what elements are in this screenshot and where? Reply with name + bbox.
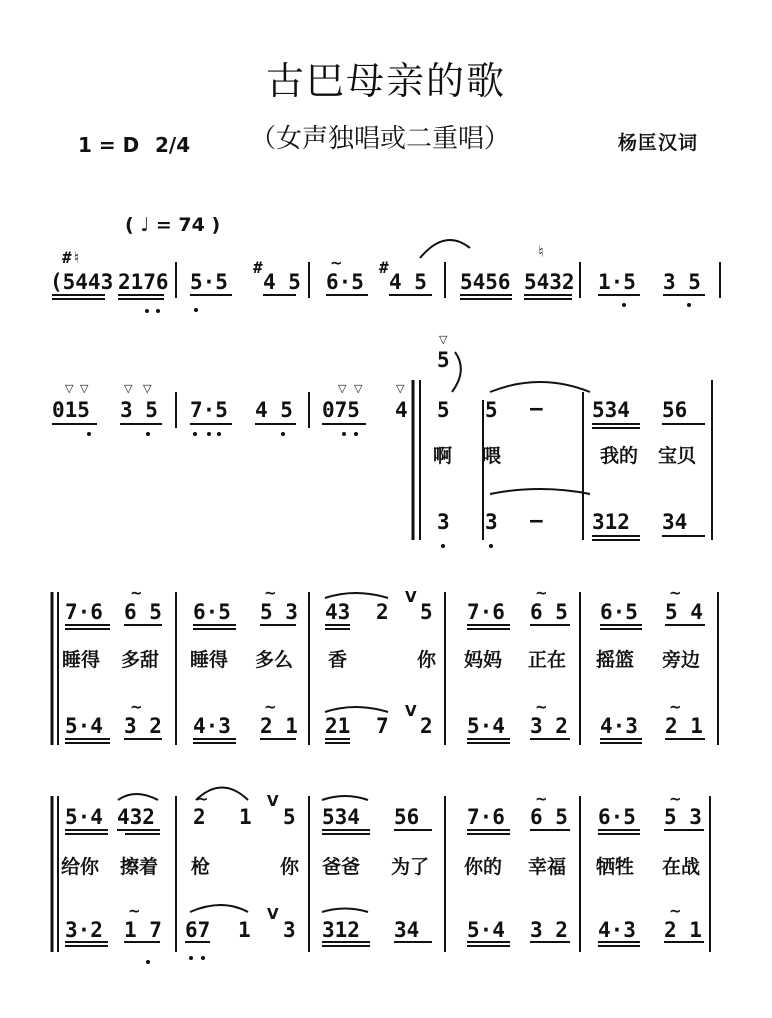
note-upper: 7·6 [65,600,103,624]
accidental-mark: # [379,258,389,277]
note-upper: 5 3 [664,805,702,829]
turn-mark: ~ [330,254,343,272]
accent-mark: ▽ [354,382,363,395]
turn-mark: ~ [535,698,548,716]
note-lower: 2 [420,714,433,738]
lyric: 喂 [482,445,502,467]
note-upper: 5 [283,805,296,829]
note-upper: 43 [325,600,351,624]
note-lower: 3 [283,918,296,942]
accidental-mark: ♮ [536,242,546,261]
note-lower: 4·3 [193,714,231,738]
turn-mark: ~ [535,584,548,602]
note-upper: 6 5 [530,600,568,624]
note-upper: 56 [662,398,688,422]
note-lower: 4·3 [598,918,636,942]
key-signature: 1 = D [78,133,140,157]
note-lower: 3 [437,510,450,534]
turn-mark: ~ [130,584,143,602]
lyric: 多么 [255,649,294,671]
turn-mark: ~ [264,584,277,602]
note-group: 2176 [118,270,169,294]
note-group: 1·5 [598,270,636,294]
note-lower: 3 [485,510,498,534]
note-lower: 5·4 [467,918,505,942]
lyric: 宝贝 [658,445,697,467]
accidental-mark: # [253,258,263,277]
time-signature: 2/4 [155,133,191,157]
lyric: 枪 [191,856,211,878]
note-group: 4 5 [263,270,301,294]
note-upper: 5 [420,600,433,624]
note-upper: 5 3 [260,600,298,624]
turn-mark: ~ [535,790,548,808]
turn-mark: ~ [669,584,682,602]
lyric: 妈妈 [464,649,503,671]
note-cue: 5 [437,348,450,372]
lyric: 正在 [528,649,567,671]
lyric: 多甜 [121,649,160,671]
note-upper: 7·6 [467,600,505,624]
turn-mark: ~ [264,698,277,716]
note-group: 3 5 [663,270,701,294]
note-lower: 1 7 [124,918,162,942]
note-upper: 5 [485,398,498,422]
note-group: 015 [52,398,90,422]
note-lower: 7 [376,714,389,738]
note-lower: 5·4 [467,714,505,738]
note-upper: 6 5 [530,805,568,829]
note-lower: 3 2 [530,714,568,738]
breath-mark: V [405,588,417,606]
dash-mark: — [530,508,543,532]
dash-mark: — [530,396,543,420]
note-group: 075 [322,398,360,422]
accent-mark: ▽ [80,382,89,395]
note-lower: 3 2 [124,714,162,738]
lyric: 爸爸 [322,856,361,878]
note-group: 6·5 [326,270,364,294]
turn-mark: ~ [669,698,682,716]
breath-mark: V [267,905,279,923]
note-upper: 432 [117,805,155,829]
note-lower: 2 1 [664,918,702,942]
lyric: 在战 [662,856,701,878]
note-lower: 312 [322,918,360,942]
note-upper: 2 [193,805,206,829]
accent-mark: ▽ [143,382,152,395]
note-group: 4 5 [389,270,427,294]
note-lower: 4·3 [600,714,638,738]
note-group: 5456 [460,270,511,294]
note-lower: 1 [238,918,251,942]
turn-mark: ~ [128,902,141,920]
lyric: 给你 [61,856,100,878]
lyric: 幸福 [528,856,567,878]
breath-mark: V [267,792,279,810]
lyric: 啊 [433,445,453,467]
note-lower: 312 [592,510,630,534]
note-upper: 56 [394,805,420,829]
lyric: 牺牲 [596,856,635,878]
note-lower: 3 2 [530,918,568,942]
lyric: 你 [280,856,300,878]
tempo-marking: ( ♩ = 74 ) [125,214,221,236]
note-upper: 6·5 [600,600,638,624]
turn-mark: ~ [196,790,209,808]
lyric: 旁边 [662,649,701,671]
note-lower: 2 1 [665,714,703,738]
turn-mark: ~ [130,698,143,716]
breath-mark: V [405,702,417,720]
accent-mark: ▽ [124,382,133,395]
accidental-mark: #♮ [62,248,82,267]
turn-mark: ~ [669,790,682,808]
note-upper: 1 [239,805,252,829]
lyric: 摇篮 [596,649,635,671]
note-lower: 2 1 [260,714,298,738]
accent-mark: ▽ [396,382,405,395]
note-lower: 67 [185,918,211,942]
note-lower: 34 [394,918,420,942]
note-group: (5443 [50,270,114,294]
note-upper: 5 4 [665,600,703,624]
song-title: 古巴母亲的歌 [265,59,506,103]
note-group: 7·5 [190,398,228,422]
note-group: 4 5 [255,398,293,422]
lyric: 睡得 [190,649,229,671]
note-lower: 21 [325,714,351,738]
note-upper: 2 [376,600,389,624]
note-lower: 34 [662,510,688,534]
lyric: 我的 [600,445,639,467]
note-upper: 6·5 [598,805,636,829]
lyric: 为了 [391,856,430,878]
note-upper: 534 [322,805,360,829]
note-upper: 6 5 [124,600,162,624]
note-group: 3 5 [120,398,158,422]
lyric: 香 [328,649,348,671]
note-group: 4 [395,398,408,422]
lyric: 睡得 [62,649,101,671]
note-lower: 3·2 [65,918,103,942]
note-upper: 5 [437,398,450,422]
lyric: 你的 [464,856,503,878]
accent-mark: ▽ [439,333,448,346]
accent-mark: ▽ [65,382,74,395]
accent-mark: ▽ [338,382,347,395]
lyricist-credit: 杨匡汉词 [618,132,699,154]
note-lower: 5·4 [65,714,103,738]
lyric: 你 [417,649,437,671]
note-upper: 7·6 [467,805,505,829]
song-subtitle: （女声独唱或二重唱） [250,124,511,154]
lyric: 擦着 [120,856,159,878]
note-group: 5·5 [190,270,228,294]
note-upper: 534 [592,398,630,422]
note-upper: 6·5 [193,600,231,624]
note-upper: 5·4 [65,805,103,829]
note-group: 5432 [524,270,575,294]
turn-mark: ~ [669,902,682,920]
